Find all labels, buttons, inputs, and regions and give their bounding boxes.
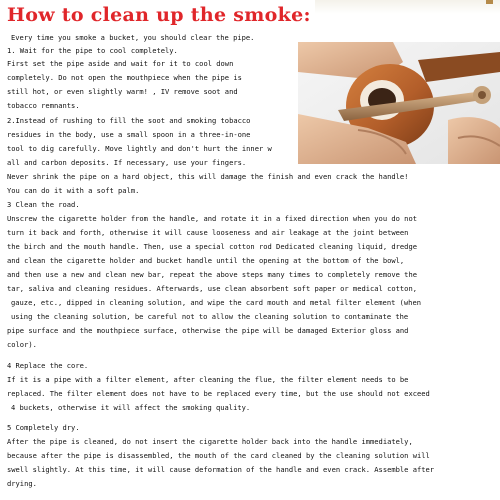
text-line: tool to dig carefully. Move lightly and don't hurt the inner w [7, 144, 272, 153]
top-edge-strip [315, 0, 500, 14]
text-line: After the pipe is cleaned, do not insert the cigarette holder back into the handle immediately, [7, 437, 413, 446]
text-line: 4 buckets, otherwise it will affect the smoking quality. [11, 403, 251, 412]
text-line: completely. Do not open the mouthpiece when the pipe is [7, 73, 242, 82]
text-line: and clean the cigarette holder and bucket handle until the opening at the bottom of the bowl, [7, 256, 405, 265]
text-line: tar, saliva and cleaning residues. Afterwards, use clean absorbent soft paper or medical cotton, [7, 284, 417, 293]
text-line: drying. [7, 479, 37, 488]
text-line: replaced. The filter element does not have to be replaced every time, but the use should not exceed [7, 389, 430, 398]
text-line: 5 Completely dry. [7, 423, 80, 432]
text-line: Unscrew the cigarette holder from the handle, and rotate it in a fixed direction when you do not [7, 214, 417, 223]
top-edge-mark [486, 0, 493, 4]
text-line: gauze, etc., dipped in cleaning solution, and wipe the card mouth and metal filter element (when [11, 298, 421, 307]
text-line: color). [7, 340, 37, 349]
text-line: 1. Wait for the pipe to cool completely. [7, 46, 178, 55]
text-line: Never shrink the pipe on a hard object, this will damage the finish and even crack the handle! [7, 172, 409, 181]
text-line: First set the pipe aside and wait for it to cool down [7, 59, 234, 68]
text-line: pipe surface and the mouthpiece surface, otherwise the pipe will be damaged Exterior gloss and [7, 326, 409, 335]
text-line: tobacco remnants. [7, 101, 80, 110]
text-line: and then use a new and clean new bar, repeat the above steps many times to completely remove the [7, 270, 417, 279]
text-line: still hot, or even slightly warm! , IV remove soot and [7, 87, 238, 96]
text-line: all and carbon deposits. If necessary, use your fingers. [7, 158, 247, 167]
text-line: because after the pipe is disassembled, the mouth of the card cleaned by the cleaning solution will [7, 451, 430, 460]
text-line: the birch and the mouth handle. Then, use a special cotton rod Dedicated cleaning liquid, dredge [7, 242, 417, 251]
page-title: How to clean up the smoke: [7, 4, 311, 26]
text-line: 2.Instead of rushing to fill the soot and smoking tobacco [7, 116, 251, 125]
text-line: using the cleaning solution, be careful not to allow the cleaning solution to contaminate the [11, 312, 409, 321]
text-line: residues in the body, use a small spoon in a three-in-one [7, 130, 251, 139]
text-line: If it is a pipe with a filter element, after cleaning the flue, the filter element needs to be [7, 375, 409, 384]
pipe-photo-illustration [298, 42, 500, 164]
text-line: 4 Replace the core. [7, 361, 89, 370]
text-line: Every time you smoke a bucket, you should clear the pipe. [11, 33, 255, 42]
text-line: turn it back and forth, otherwise it will cause looseness and air leakage at the joint between [7, 228, 409, 237]
text-line: 3 Clean the road. [7, 200, 80, 209]
text-line: You can do it with a soft palm. [7, 186, 140, 195]
pipe-cleaning-photo [298, 42, 500, 164]
text-line: swell slightly. At this time, it will cause deformation of the handle and even crack. Assemble after [7, 465, 435, 474]
